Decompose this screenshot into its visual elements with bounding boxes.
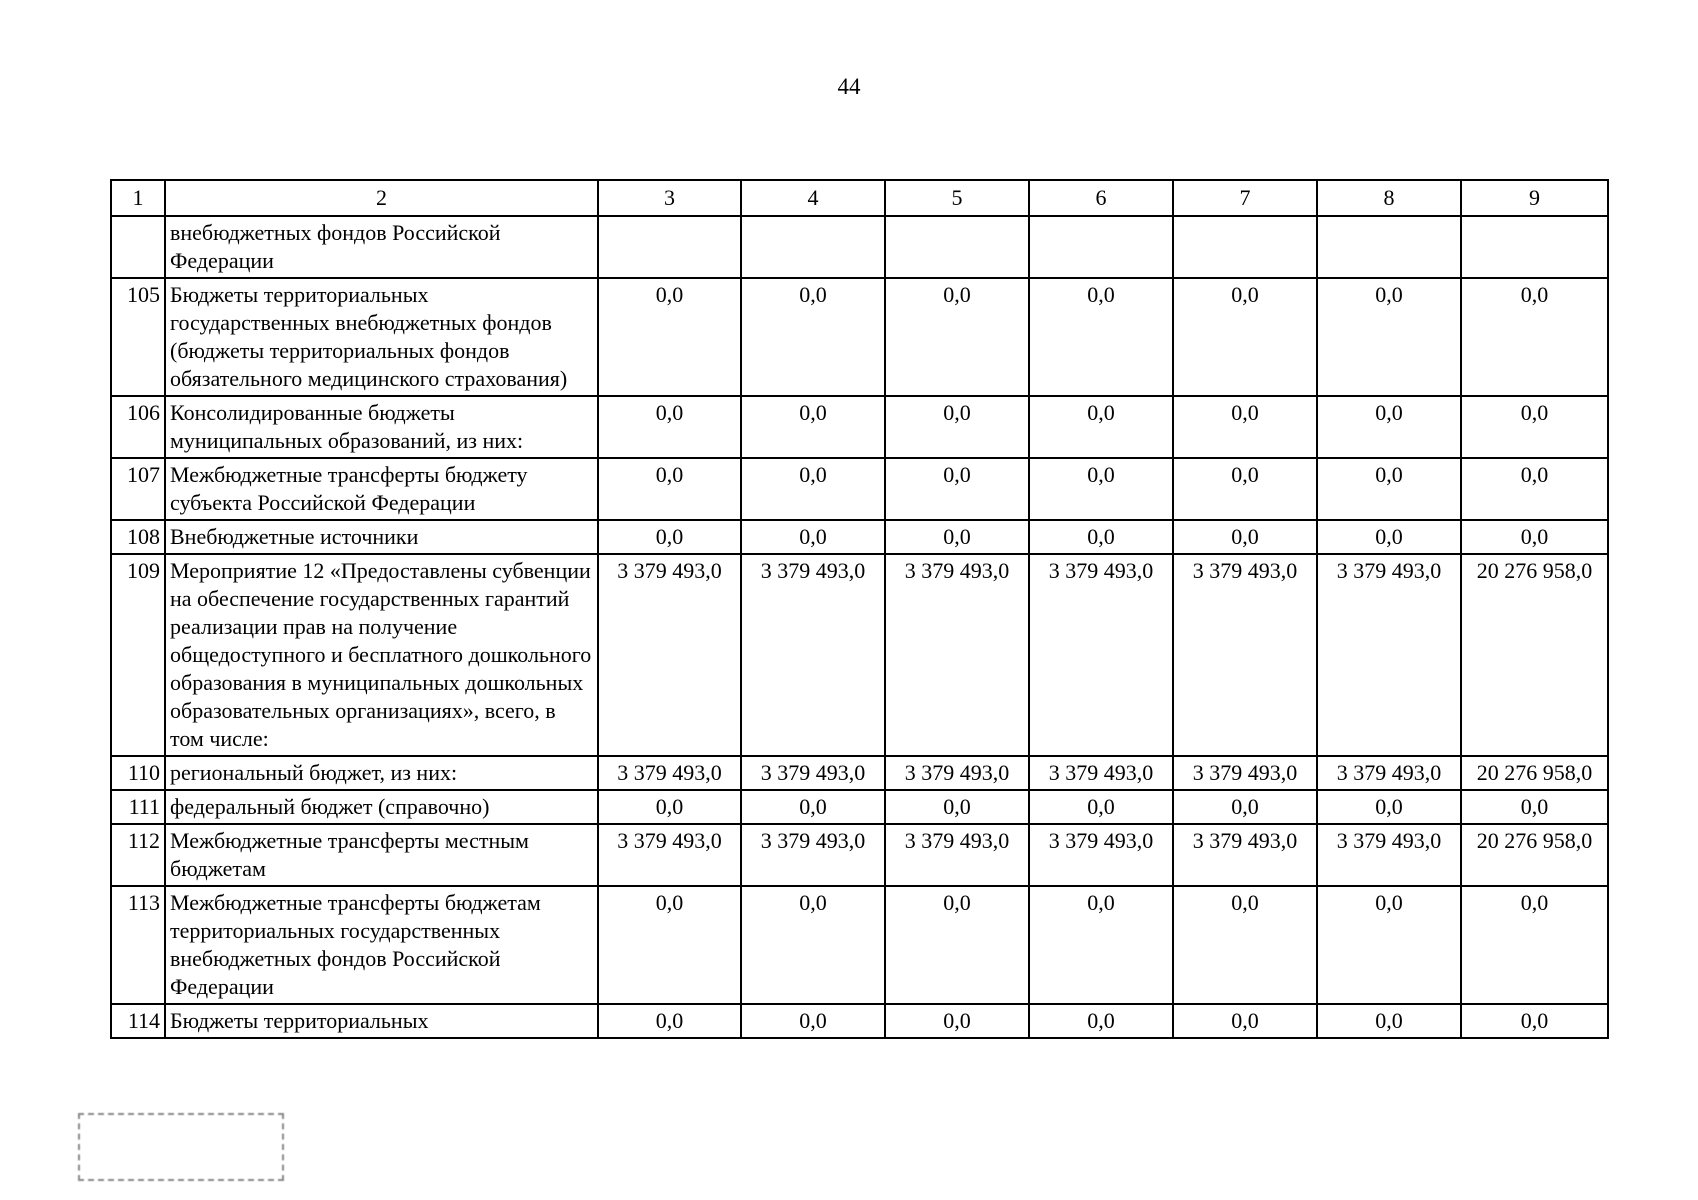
row-number: 108 (111, 520, 165, 554)
value-cell (1317, 216, 1461, 278)
value-cell: 0,0 (1461, 458, 1608, 520)
table-row (111, 790, 1608, 824)
row-name: Мероприятие 12 «Предоставлены субвенции на обеспечение государственных гарантий реализации прав на получение общедоступного и бесплатного дошкольного образования в муниципальных дошкольных образовательных организациях», всего, в том числе: (165, 554, 598, 756)
row-name: Бюджеты территориальных государственных внебюджетных фондов (бюджеты территориальных фондов обязательного медицинского страхования) (165, 278, 598, 396)
column-header: 8 (1317, 180, 1461, 216)
table-row (111, 520, 1608, 554)
value-cell: 0,0 (885, 520, 1029, 554)
column-header: 3 (598, 180, 741, 216)
value-cell: 0,0 (1029, 396, 1173, 458)
row-name: федеральный бюджет (справочно) (165, 790, 598, 824)
table-row (111, 458, 1608, 520)
value-cell (885, 216, 1029, 278)
value-cell: 0,0 (1461, 1004, 1608, 1038)
value-cell: 3 379 493,0 (1029, 824, 1173, 886)
row-number: 113 (111, 886, 165, 1004)
value-cell: 0,0 (885, 396, 1029, 458)
row-name: внебюджетных фондов Российской Федерации (165, 216, 598, 278)
value-cell: 3 379 493,0 (1317, 554, 1461, 756)
value-cell: 0,0 (1461, 520, 1608, 554)
value-cell: 0,0 (1173, 396, 1317, 458)
value-cell: 0,0 (1173, 1004, 1317, 1038)
row-number: 114 (111, 1004, 165, 1038)
value-cell: 0,0 (885, 458, 1029, 520)
value-cell: 0,0 (1029, 458, 1173, 520)
value-cell: 0,0 (741, 396, 885, 458)
table-row (111, 216, 1608, 278)
column-header: 7 (1173, 180, 1317, 216)
value-cell: 0,0 (1029, 278, 1173, 396)
value-cell: 0,0 (598, 886, 741, 1004)
value-cell: 3 379 493,0 (885, 756, 1029, 790)
value-cell: 3 379 493,0 (1029, 554, 1173, 756)
value-cell: 0,0 (1029, 790, 1173, 824)
value-cell: 0,0 (1173, 886, 1317, 1004)
value-cell: 0,0 (598, 396, 741, 458)
value-cell: 0,0 (885, 886, 1029, 1004)
value-cell: 0,0 (1461, 886, 1608, 1004)
row-number: 111 (111, 790, 165, 824)
value-cell: 3 379 493,0 (1317, 824, 1461, 886)
value-cell: 0,0 (1317, 278, 1461, 396)
row-number: 110 (111, 756, 165, 790)
value-cell: 0,0 (1173, 520, 1317, 554)
value-cell: 3 379 493,0 (1173, 554, 1317, 756)
value-cell: 3 379 493,0 (885, 824, 1029, 886)
value-cell: 0,0 (1173, 790, 1317, 824)
value-cell: 0,0 (1317, 458, 1461, 520)
value-cell: 0,0 (1029, 1004, 1173, 1038)
table-row (111, 278, 1608, 396)
value-cell: 3 379 493,0 (1029, 756, 1173, 790)
row-number: 109 (111, 554, 165, 756)
row-number: 106 (111, 396, 165, 458)
value-cell: 0,0 (1029, 886, 1173, 1004)
row-number (111, 216, 165, 278)
row-number: 105 (111, 278, 165, 396)
table-row (111, 1004, 1608, 1038)
value-cell: 0,0 (598, 1004, 741, 1038)
value-cell: 0,0 (741, 458, 885, 520)
value-cell: 0,0 (1173, 278, 1317, 396)
column-header: 2 (165, 180, 598, 216)
row-name: Бюджеты территориальных (165, 1004, 598, 1038)
value-cell: 3 379 493,0 (1173, 756, 1317, 790)
value-cell: 3 379 493,0 (885, 554, 1029, 756)
row-number: 112 (111, 824, 165, 886)
value-cell: 0,0 (598, 790, 741, 824)
row-name: Консолидированные бюджеты муниципальных образований, из них: (165, 396, 598, 458)
value-cell: 3 379 493,0 (598, 824, 741, 886)
value-cell: 20 276 958,0 (1461, 824, 1608, 886)
value-cell: 0,0 (598, 278, 741, 396)
value-cell: 3 379 493,0 (598, 756, 741, 790)
value-cell: 3 379 493,0 (741, 756, 885, 790)
value-cell: 0,0 (1461, 396, 1608, 458)
value-cell: 0,0 (741, 790, 885, 824)
value-cell (1461, 216, 1608, 278)
value-cell: 0,0 (1461, 790, 1608, 824)
value-cell: 0,0 (1173, 458, 1317, 520)
value-cell: 3 379 493,0 (1173, 824, 1317, 886)
value-cell (598, 216, 741, 278)
value-cell: 0,0 (1461, 278, 1608, 396)
column-header: 5 (885, 180, 1029, 216)
value-cell (1029, 216, 1173, 278)
table-row (111, 824, 1608, 886)
value-cell: 0,0 (885, 278, 1029, 396)
value-cell: 3 379 493,0 (741, 554, 885, 756)
value-cell: 0,0 (1317, 520, 1461, 554)
value-cell: 0,0 (1317, 1004, 1461, 1038)
value-cell: 0,0 (1029, 520, 1173, 554)
value-cell: 0,0 (1317, 396, 1461, 458)
registration-stamp (78, 1113, 284, 1181)
table-row (111, 756, 1608, 790)
row-name: Межбюджетные трансферты местным бюджетам (165, 824, 598, 886)
value-cell (1173, 216, 1317, 278)
value-cell: 0,0 (741, 1004, 885, 1038)
value-cell: 3 379 493,0 (741, 824, 885, 886)
value-cell: 0,0 (885, 1004, 1029, 1038)
row-name: региональный бюджет, из них: (165, 756, 598, 790)
value-cell: 0,0 (741, 520, 885, 554)
value-cell: 0,0 (598, 520, 741, 554)
row-name: Внебюджетные источники (165, 520, 598, 554)
column-header: 1 (111, 180, 165, 216)
table-row (111, 886, 1608, 1004)
budget-table (110, 179, 1609, 1039)
row-name: Межбюджетные трансферты бюджетам территориальных государственных внебюджетных фондов Российской Федерации (165, 886, 598, 1004)
value-cell: 0,0 (1317, 886, 1461, 1004)
value-cell: 0,0 (598, 458, 741, 520)
page-number: 44 (837, 74, 861, 99)
column-header: 9 (1461, 180, 1608, 216)
column-header: 4 (741, 180, 885, 216)
value-cell (741, 216, 885, 278)
value-cell: 20 276 958,0 (1461, 554, 1608, 756)
value-cell: 0,0 (741, 278, 885, 396)
value-cell: 3 379 493,0 (1317, 756, 1461, 790)
row-number: 107 (111, 458, 165, 520)
table-body (111, 180, 1608, 1038)
row-name: Межбюджетные трансферты бюджету субъекта Российской Федерации (165, 458, 598, 520)
value-cell: 0,0 (1317, 790, 1461, 824)
table-row (111, 396, 1608, 458)
value-cell: 3 379 493,0 (598, 554, 741, 756)
value-cell: 0,0 (885, 790, 1029, 824)
value-cell: 20 276 958,0 (1461, 756, 1608, 790)
value-cell: 0,0 (741, 886, 885, 1004)
table-row (111, 554, 1608, 756)
table-header-row (111, 180, 1608, 216)
column-header: 6 (1029, 180, 1173, 216)
